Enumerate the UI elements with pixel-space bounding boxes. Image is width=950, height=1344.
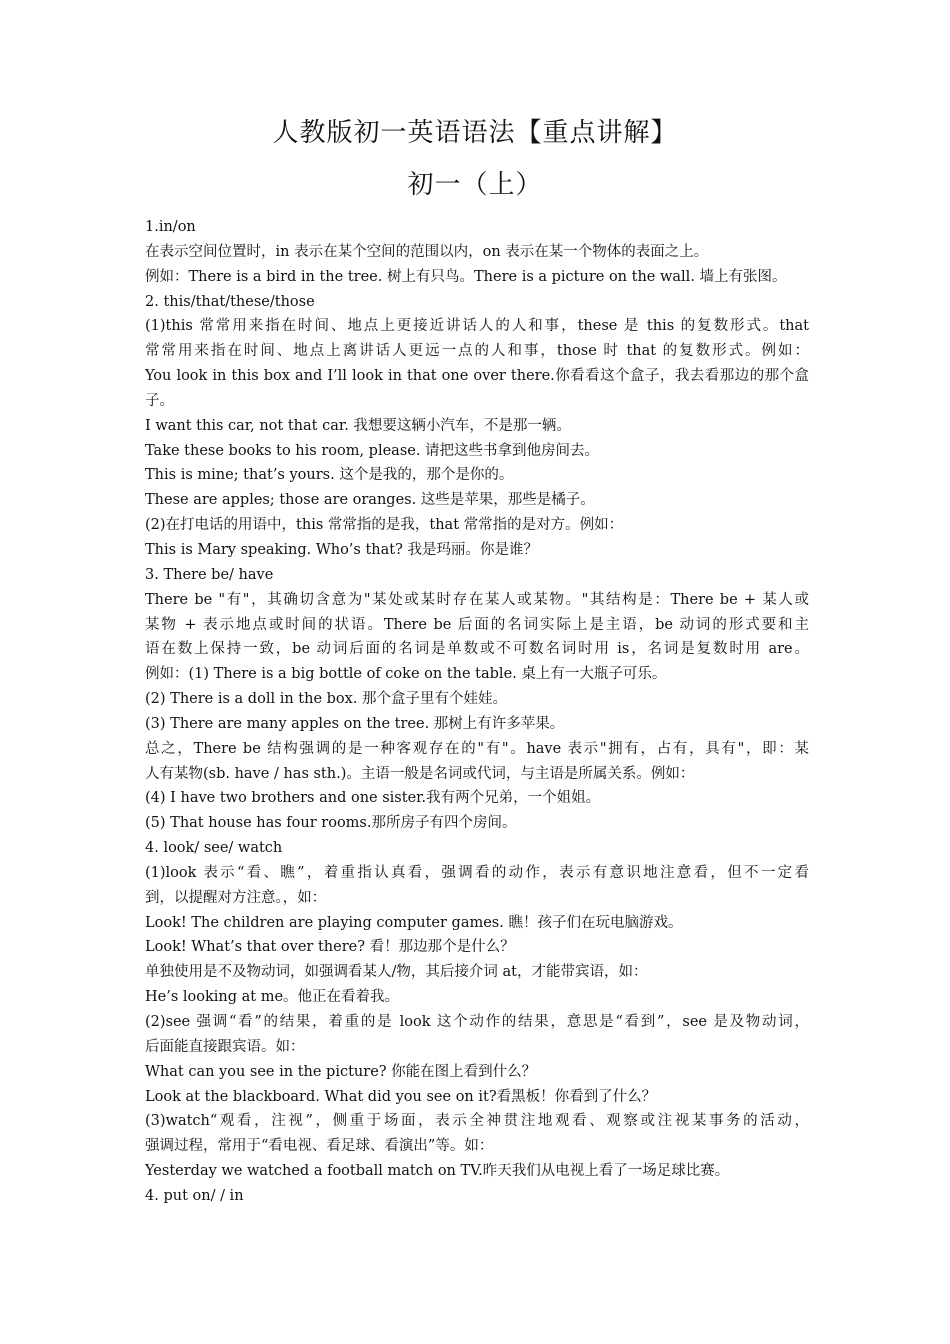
text-line: 单独使用是不及物动词，如强调看某人/物，其后接介词 at，才能带宾语，如： [145, 964, 648, 981]
text-line: 1.in/on [145, 219, 196, 235]
text-line: I want this car, not that car. 我想要这辆小汽车，不是那一辆。 [145, 417, 571, 434]
text-line: 强调过程，常用于“看电视、看足球、看演出”等。如： [145, 1138, 494, 1155]
text-line: 人有某物(sb. have / has sth.)。主语一般是名词或代词，与主语是所属关系。例如： [145, 765, 695, 782]
text-line: 某物 + 表示地点或时间的状语。There be 后面的名词实际上是主语，be 动词的形式要和主 [145, 616, 809, 633]
text-line: Look! The children are playing computer games. 瞧！孩子们在玩电脑游戏。 [145, 914, 683, 931]
document-subtitle: 初一（上） [407, 170, 543, 200]
text-line: 总之，There be 结构强调的是一种客观存在的"有"。have 表示"拥有，占有，具有"，即：某 [145, 740, 809, 757]
document-body [145, 215, 809, 1209]
text-line: 语在数上保持一致，be 动词后面的名词是单数或不可数名词时用 is，名词是复数时用 are。 [145, 641, 809, 658]
text-line: He’s looking at me。他正在看着我。 [145, 989, 400, 1006]
document-title: 人教版初一英语语法【重点讲解】 [272, 118, 678, 148]
text-line: Look! What’s that over there? 看！那边那个是什么？ [145, 939, 515, 956]
text-line: 到，以提醒对方注意。，如： [145, 889, 327, 906]
text-line: (2)see 强调“看”的结果，着重的是 look 这个动作的结果，意思是“看到”，see 是及物动词， [145, 1014, 809, 1030]
text-line: You look in this box and I’ll look in that one over there.你看看这个盒子，我去看那边的那个盒 [145, 368, 809, 385]
text-line: This is mine; that’s yours. 这个是我的，那个是你的。 [145, 467, 514, 484]
text-line: 后面能直接跟宾语。如： [145, 1038, 305, 1055]
text-line: Yesterday we watched a football match on TV.昨天我们从电视上看了一场足球比赛。 [145, 1163, 730, 1180]
text-line: These are apples; those are oranges. 这些是苹果，那些是橘子。 [145, 492, 595, 509]
text-line: (2) There is a doll in the box. 那个盒子里有个娃娃。 [145, 691, 508, 708]
text-line: (3) There are many apples on the tree. 那树上有许多苹果。 [145, 715, 565, 732]
text-line: Take these books to his room, please. 请把这些书拿到他房间去。 [145, 442, 600, 459]
text-line: 例如：(1) There is a big bottle of coke on the table. 桌上有一大瓶子可乐。 [145, 666, 667, 683]
text-line: 例如：There is a bird in the tree. 树上有只鸟。There is a picture on the wall. 墙上有张图。 [145, 268, 787, 285]
text-line: 常常用来指在时间、地点上离讲话人更远一点的人和事，those 时 that 的复数形式。例如： [145, 343, 809, 360]
text-line: There be "有"，其确切含意为"某处或某时存在某人或某物。"其结构是：There be + 某人或 [145, 591, 809, 608]
text-line: 3. There be/ have [145, 566, 274, 583]
text-line: (3)watch“观看，注视”，侧重于场面，表示全神贯注地观看、观察或注视某事务的活动， [145, 1113, 809, 1130]
text-line: (1)this 常常用来指在时间、地点上更接近讲话人的人和事，these 是 this 的复数形式。that [145, 318, 809, 335]
text-line: This is Mary speaking. Who’s that? 我是玛丽。你是谁？ [145, 541, 538, 558]
text-line: 在表示空间位置时，in 表示在某个空间的范围以内，on 表示在某一个物体的表面之上。 [145, 243, 709, 260]
text-line: (2)在打电话的用语中，this 常常指的是我，that 常常指的是对方。例如： [145, 517, 624, 534]
text-line: Look at the blackboard. What did you see on it?看黑板！你看到了什么？ [145, 1088, 657, 1105]
text-line: 4. look/ see/ watch [145, 840, 283, 857]
text-line: 4. put on/ / in [145, 1187, 244, 1204]
text-line: (5) That house has four rooms.那所房子有四个房间。 [145, 815, 517, 832]
text-line: (1)look 表示“看、瞧”，着重指认真看，强调看的动作，表示有意识地注意看，但不一定看 [145, 864, 809, 881]
text-line: (4) I have two brothers and one sister.我有两个兄弟，一个姐姐。 [145, 790, 601, 807]
text-line: 2. this/that/these/those [145, 293, 315, 310]
text-line: What can you see in the picture? 你能在图上看到什么？ [145, 1063, 537, 1080]
text-line: 子。 [145, 392, 174, 409]
